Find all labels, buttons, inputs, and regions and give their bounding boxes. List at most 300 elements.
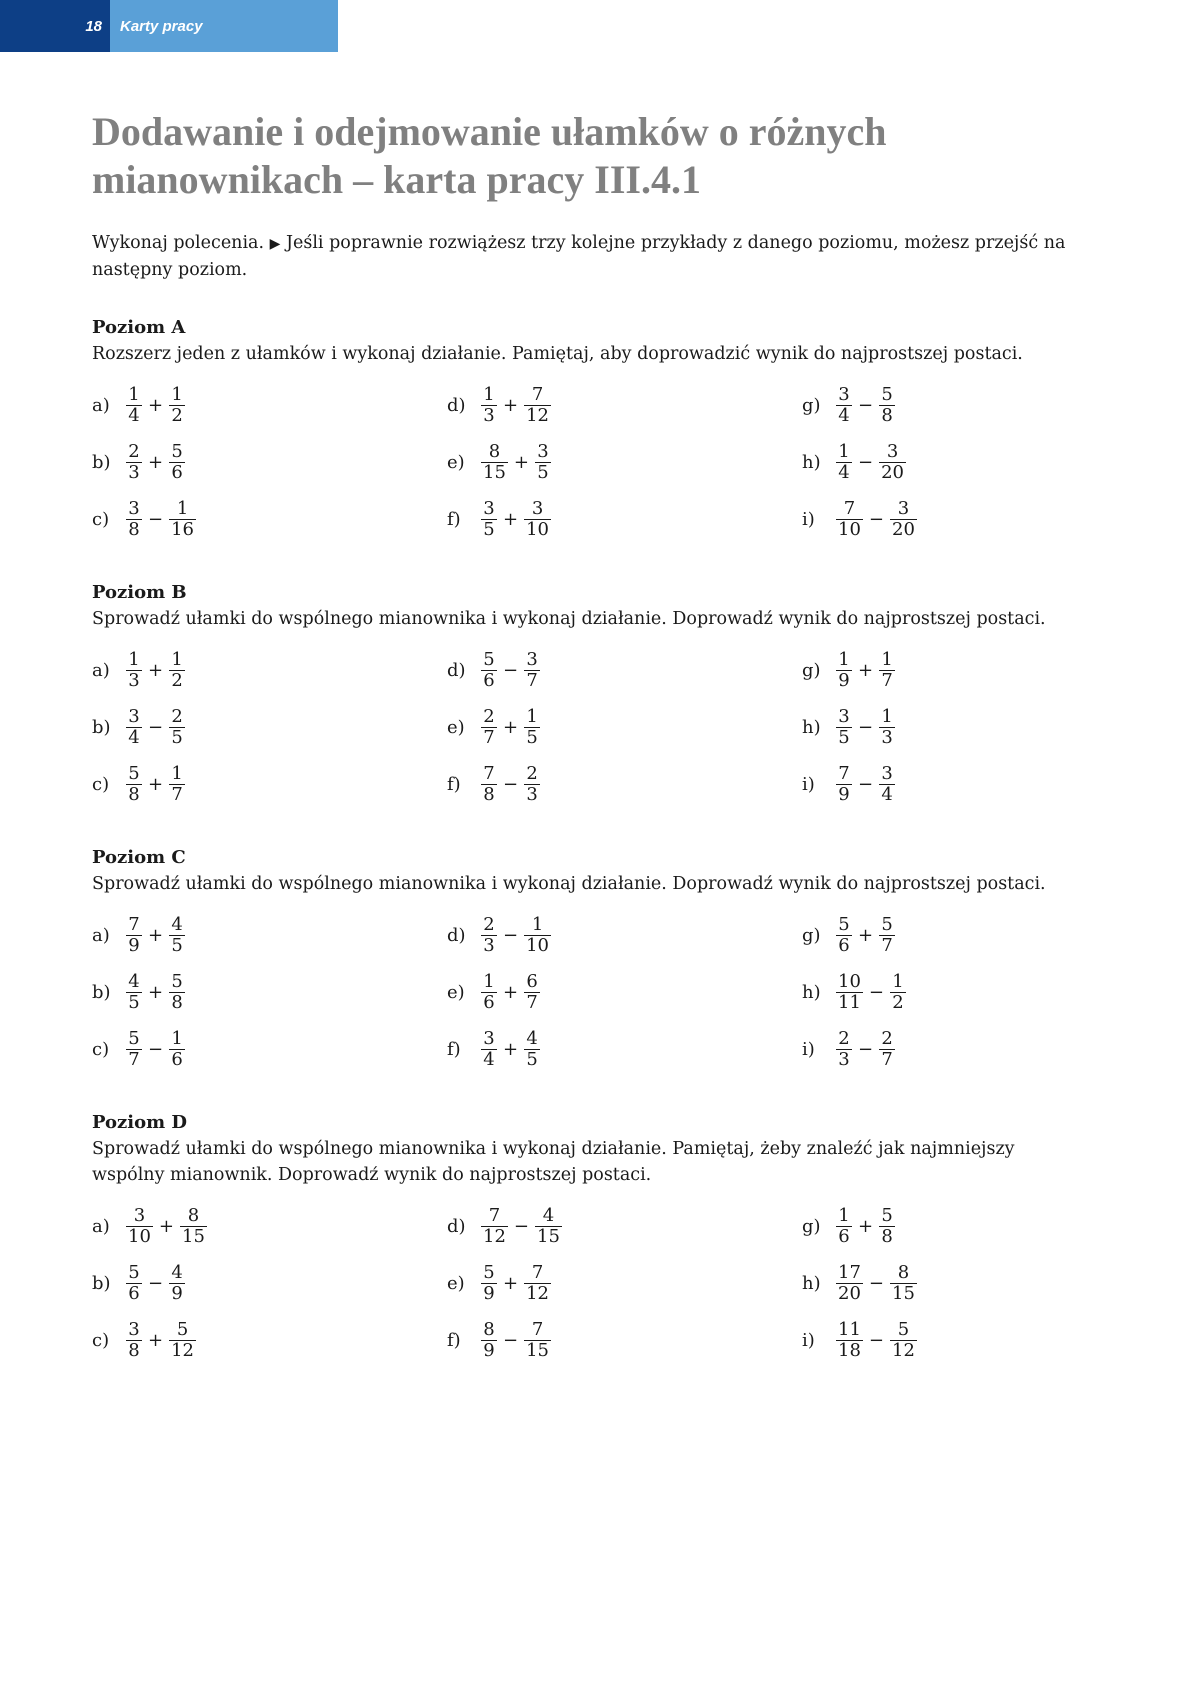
denominator: 16: [171, 519, 194, 540]
denominator: 5: [526, 727, 538, 748]
denominator: 7: [128, 1049, 140, 1070]
numerator: 5: [897, 1319, 910, 1340]
numerator: 4: [128, 971, 140, 992]
denominator: 6: [483, 670, 495, 691]
numerator: 8: [488, 441, 501, 462]
operator: +: [148, 1330, 164, 1351]
fraction-second: [877, 1029, 897, 1070]
numerator: 1: [128, 649, 140, 670]
denominator: 10: [128, 1226, 151, 1247]
denominator: 9: [838, 670, 850, 691]
operator: −: [858, 395, 874, 416]
denominator: 7: [881, 1049, 893, 1070]
exercise-item: [447, 491, 802, 548]
denominator: 2: [171, 670, 183, 691]
exercise-item: [447, 1198, 802, 1255]
fraction-first: [834, 1263, 865, 1304]
operator: −: [868, 1273, 884, 1294]
exercise-item: [447, 1255, 802, 1312]
fraction-second: [888, 972, 908, 1013]
fraction-second: [522, 707, 542, 748]
exercise-label: f): [447, 509, 461, 530]
fraction-second: [877, 915, 897, 956]
denominator: 7: [171, 784, 183, 805]
exercise-label: g): [802, 395, 821, 416]
exercise-label: b): [92, 1273, 111, 1294]
exercise-label: e): [447, 1273, 465, 1294]
fraction-second: [877, 764, 897, 805]
exercise-item: [92, 1198, 447, 1255]
denominator: 12: [171, 1340, 194, 1361]
fraction-first: [124, 499, 144, 540]
exercise-item: [92, 1312, 447, 1369]
operator: +: [503, 1273, 519, 1294]
operator: −: [148, 1273, 164, 1294]
exercise-label: d): [447, 660, 466, 681]
numerator: 1: [483, 971, 495, 992]
exercise-label: i): [802, 774, 815, 795]
denominator: 3: [483, 405, 495, 426]
denominator: 11: [838, 992, 861, 1013]
level-section: [92, 580, 1072, 813]
operator: −: [148, 509, 164, 530]
numerator: 1: [128, 384, 140, 405]
denominator: 12: [892, 1340, 915, 1361]
level-instruction: Sprowadź ułamki do wspólnego mianownika i wykonaj działanie. Doprowadź wynik do najprostszej postaci.: [92, 609, 1046, 629]
fraction-first: [124, 1263, 144, 1304]
numerator: 2: [483, 706, 495, 727]
numerator: 5: [881, 384, 893, 405]
level-title: Poziom D: [92, 1112, 188, 1133]
exercise-label: d): [447, 925, 466, 946]
denominator: 15: [892, 1283, 915, 1304]
exercise-label: i): [802, 1039, 815, 1060]
numerator: 1: [892, 971, 904, 992]
denominator: 15: [537, 1226, 560, 1247]
numerator: 5: [176, 1319, 189, 1340]
operator: +: [503, 395, 519, 416]
numerator: 2: [171, 706, 183, 727]
exercise-label: d): [447, 1216, 466, 1237]
fraction-second: [877, 385, 897, 426]
fraction-first: [479, 1029, 499, 1070]
numerator: 1: [483, 384, 495, 405]
fraction-second: [522, 1029, 542, 1070]
numerator: 2: [838, 1028, 850, 1049]
fraction-first: [834, 707, 854, 748]
level-instruction: Rozszerz jeden z ułamków i wykonaj działanie. Pamiętaj, aby doprowadzić wynik do najprostszej postaci.: [92, 344, 1023, 364]
fraction-second: [522, 1263, 553, 1304]
worksheet-content: [92, 108, 1072, 1369]
fraction-first: [124, 650, 144, 691]
operator: −: [513, 1216, 529, 1237]
numerator: 1: [176, 498, 189, 519]
numerator: 4: [526, 1028, 538, 1049]
exercise-item: [802, 491, 1072, 548]
exercise-item: [447, 1312, 802, 1369]
fraction-second: [522, 915, 553, 956]
exercise-label: c): [92, 1039, 110, 1060]
numerator: 3: [838, 706, 850, 727]
fraction-second: [167, 499, 198, 540]
denominator: 5: [838, 727, 850, 748]
numerator: 5: [128, 763, 140, 784]
exercise-label: c): [92, 509, 110, 530]
numerator: 11: [838, 1319, 861, 1340]
page-header: [0, 0, 338, 52]
denominator: 4: [838, 462, 850, 483]
denominator: 8: [171, 992, 183, 1013]
denominator: 9: [128, 935, 140, 956]
numerator: 1: [838, 649, 850, 670]
exercise-label: b): [92, 717, 111, 738]
exercise-item: [92, 377, 447, 434]
denominator: 3: [128, 462, 140, 483]
denominator: 6: [838, 935, 850, 956]
numerator: 1: [171, 384, 183, 405]
exercise-label: f): [447, 774, 461, 795]
denominator: 9: [483, 1283, 495, 1304]
fraction-second: [888, 499, 919, 540]
exercise-item: [447, 756, 802, 813]
numerator: 8: [897, 1262, 910, 1283]
denominator: 4: [128, 405, 140, 426]
exercise-grid: [92, 1198, 1072, 1369]
fraction-second: [522, 499, 553, 540]
exercise-label: c): [92, 774, 110, 795]
operator: +: [148, 452, 164, 473]
numerator: 3: [128, 498, 140, 519]
intro-text: Wykonaj polecenia.: [92, 233, 265, 253]
exercise-item: [802, 434, 1072, 491]
exercise-item: [92, 756, 447, 813]
denominator: 8: [128, 1340, 140, 1361]
numerator: 3: [128, 706, 140, 727]
numerator: 8: [187, 1205, 200, 1226]
numerator: 3: [881, 763, 893, 784]
numerator: 7: [531, 384, 544, 405]
exercise-label: f): [447, 1330, 461, 1351]
numerator: 5: [128, 1262, 140, 1283]
numerator: 5: [881, 1205, 893, 1226]
operator: −: [503, 925, 519, 946]
exercise-item: [802, 377, 1072, 434]
fraction-first: [479, 1263, 499, 1304]
denominator: 8: [128, 784, 140, 805]
fraction-second: [167, 1029, 187, 1070]
exercise-label: a): [92, 1216, 110, 1237]
numerator: 5: [171, 441, 183, 462]
operator: −: [503, 1330, 519, 1351]
numerator: 10: [838, 971, 861, 992]
denominator: 4: [128, 727, 140, 748]
exercise-item: [802, 642, 1072, 699]
fraction-first: [479, 1320, 499, 1361]
fraction-first: [479, 442, 510, 483]
fraction-second: [877, 1206, 897, 1247]
exercise-label: g): [802, 925, 821, 946]
numerator: 2: [526, 763, 538, 784]
operator: +: [503, 1039, 519, 1060]
exercise-label: d): [447, 395, 466, 416]
fraction-first: [834, 915, 854, 956]
denominator: 3: [838, 1049, 850, 1070]
exercise-item: [802, 1021, 1072, 1078]
numerator: 3: [483, 498, 495, 519]
numerator: 5: [483, 1262, 495, 1283]
operator: +: [148, 774, 164, 795]
fraction-first: [124, 915, 144, 956]
exercise-label: a): [92, 660, 110, 681]
numerator: 3: [133, 1205, 146, 1226]
fraction-first: [479, 915, 499, 956]
numerator: 3: [128, 1319, 140, 1340]
exercise-item: [92, 964, 447, 1021]
fraction-first: [124, 442, 144, 483]
numerator: 7: [531, 1262, 544, 1283]
fraction-first: [124, 1029, 144, 1070]
numerator: 1: [171, 763, 183, 784]
numerator: 1: [838, 1205, 850, 1226]
denominator: 5: [128, 992, 140, 1013]
denominator: 3: [881, 727, 893, 748]
fraction-second: [167, 442, 187, 483]
exercise-item: [92, 642, 447, 699]
operator: −: [858, 717, 874, 738]
operator: +: [513, 452, 529, 473]
fraction-second: [877, 442, 908, 483]
denominator: 10: [526, 519, 549, 540]
exercise-label: b): [92, 982, 111, 1003]
operator: +: [503, 717, 519, 738]
arrow-icon: ▶: [269, 236, 281, 252]
level-instruction: Sprowadź ułamki do wspólnego mianownika i wykonaj działanie. Doprowadź wynik do najprostszej postaci.: [92, 874, 1046, 894]
fraction-first: [834, 442, 854, 483]
page-number: 18: [0, 0, 110, 52]
numerator: 2: [128, 441, 140, 462]
fraction-second: [167, 650, 187, 691]
exercise-label: h): [802, 717, 821, 738]
numerator: 6: [526, 971, 538, 992]
denominator: 12: [526, 1283, 549, 1304]
fraction-first: [124, 707, 144, 748]
exercise-label: e): [447, 717, 465, 738]
operator: −: [148, 717, 164, 738]
exercise-item: [92, 434, 447, 491]
fraction-first: [479, 650, 499, 691]
operator: −: [148, 1039, 164, 1060]
operator: −: [868, 509, 884, 530]
numerator: 3: [838, 384, 850, 405]
fraction-second: [167, 915, 187, 956]
operator: +: [858, 1216, 874, 1237]
numerator: 3: [886, 441, 899, 462]
denominator: 5: [171, 727, 183, 748]
fraction-first: [834, 385, 854, 426]
numerator: 5: [171, 971, 183, 992]
denominator: 5: [537, 462, 549, 483]
denominator: 12: [483, 1226, 506, 1247]
fraction-first: [479, 972, 499, 1013]
numerator: 5: [128, 1028, 140, 1049]
fraction-first: [479, 707, 499, 748]
exercise-label: g): [802, 1216, 821, 1237]
denominator: 8: [483, 784, 495, 805]
level-title: Poziom A: [92, 317, 186, 338]
denominator: 7: [881, 935, 893, 956]
fraction-second: [522, 650, 542, 691]
denominator: 6: [171, 462, 183, 483]
numerator: 4: [171, 1262, 183, 1283]
fraction-second: [522, 972, 542, 1013]
exercise-item: [92, 907, 447, 964]
numerator: 7: [483, 763, 495, 784]
fraction-first: [834, 650, 854, 691]
exercise-item: [802, 1312, 1072, 1369]
numerator: 3: [483, 1028, 495, 1049]
exercise-label: a): [92, 395, 110, 416]
fraction-first: [479, 764, 499, 805]
fraction-first: [834, 1029, 854, 1070]
exercise-label: h): [802, 982, 821, 1003]
exercise-grid: [92, 907, 1072, 1078]
denominator: 9: [483, 1340, 495, 1361]
fraction-second: [888, 1320, 919, 1361]
level-section: [92, 1110, 1072, 1369]
exercise-item: [802, 907, 1072, 964]
fraction-first: [479, 385, 499, 426]
operator: −: [868, 982, 884, 1003]
operator: −: [503, 774, 519, 795]
numerator: 4: [171, 914, 183, 935]
denominator: 5: [171, 935, 183, 956]
exercise-label: i): [802, 1330, 815, 1351]
operator: −: [858, 1039, 874, 1060]
fraction-second: [522, 385, 553, 426]
denominator: 6: [128, 1283, 140, 1304]
denominator: 8: [881, 405, 893, 426]
fraction-first: [124, 385, 144, 426]
exercise-item: [802, 699, 1072, 756]
fraction-second: [178, 1206, 209, 1247]
denominator: 2: [171, 405, 183, 426]
exercise-label: f): [447, 1039, 461, 1060]
operator: +: [148, 982, 164, 1003]
exercise-label: e): [447, 982, 465, 1003]
denominator: 10: [838, 519, 861, 540]
exercise-item: [802, 1255, 1072, 1312]
fraction-first: [124, 1320, 144, 1361]
denominator: 6: [483, 992, 495, 1013]
level-title: Poziom B: [92, 582, 187, 603]
denominator: 3: [483, 935, 495, 956]
denominator: 4: [483, 1049, 495, 1070]
operator: +: [148, 925, 164, 946]
numerator: 1: [881, 649, 893, 670]
fraction-second: [522, 1320, 553, 1361]
denominator: 6: [838, 1226, 850, 1247]
exercise-label: i): [802, 509, 815, 530]
operator: −: [503, 660, 519, 681]
fraction-second: [167, 707, 187, 748]
fraction-first: [124, 972, 144, 1013]
numerator: 7: [838, 763, 850, 784]
numerator: 17: [838, 1262, 861, 1283]
fraction-second: [533, 1206, 564, 1247]
numerator: 5: [881, 914, 893, 935]
denominator: 7: [483, 727, 495, 748]
denominator: 2: [892, 992, 904, 1013]
numerator: 7: [531, 1319, 544, 1340]
denominator: 6: [171, 1049, 183, 1070]
denominator: 3: [128, 670, 140, 691]
exercise-item: [92, 1255, 447, 1312]
level-section: [92, 845, 1072, 1078]
exercise-item: [447, 434, 802, 491]
denominator: 4: [881, 784, 893, 805]
denominator: 15: [182, 1226, 205, 1247]
numerator: 3: [537, 441, 549, 462]
exercise-item: [802, 1198, 1072, 1255]
intro-rest: Jeśli poprawnie rozwiążesz trzy kolejne przykłady z danego poziomu, możesz przejść na następny poziom.: [92, 233, 1066, 280]
exercise-item: [447, 907, 802, 964]
numerator: 4: [542, 1205, 555, 1226]
section-label: Karty pracy: [110, 0, 338, 52]
numerator: 5: [838, 914, 850, 935]
exercise-item: [802, 756, 1072, 813]
operator: +: [148, 395, 164, 416]
denominator: 5: [526, 1049, 538, 1070]
exercise-item: [447, 699, 802, 756]
exercise-label: h): [802, 1273, 821, 1294]
numerator: 1: [171, 1028, 183, 1049]
denominator: 18: [838, 1340, 861, 1361]
exercise-label: a): [92, 925, 110, 946]
exercise-item: [447, 377, 802, 434]
denominator: 8: [881, 1226, 893, 1247]
numerator: 7: [488, 1205, 501, 1226]
exercise-label: e): [447, 452, 465, 473]
fraction-first: [479, 499, 499, 540]
numerator: 2: [881, 1028, 893, 1049]
operator: −: [858, 452, 874, 473]
fraction-second: [522, 764, 542, 805]
denominator: 20: [892, 519, 915, 540]
numerator: 3: [526, 649, 538, 670]
exercise-item: [802, 964, 1072, 1021]
fraction-second: [533, 442, 553, 483]
operator: +: [503, 509, 519, 530]
numerator: 8: [483, 1319, 495, 1340]
fraction-first: [834, 764, 854, 805]
fraction-second: [167, 1263, 187, 1304]
fraction-first: [124, 764, 144, 805]
denominator: 15: [483, 462, 506, 483]
level-title: Poziom C: [92, 847, 186, 868]
fraction-second: [888, 1263, 919, 1304]
denominator: 7: [881, 670, 893, 691]
denominator: 15: [526, 1340, 549, 1361]
fraction-second: [877, 650, 897, 691]
numerator: 1: [838, 441, 850, 462]
exercise-label: h): [802, 452, 821, 473]
fraction-second: [877, 707, 897, 748]
denominator: 8: [128, 519, 140, 540]
numerator: 7: [128, 914, 140, 935]
numerator: 1: [171, 649, 183, 670]
denominator: 3: [526, 784, 538, 805]
fraction-second: [167, 1320, 198, 1361]
